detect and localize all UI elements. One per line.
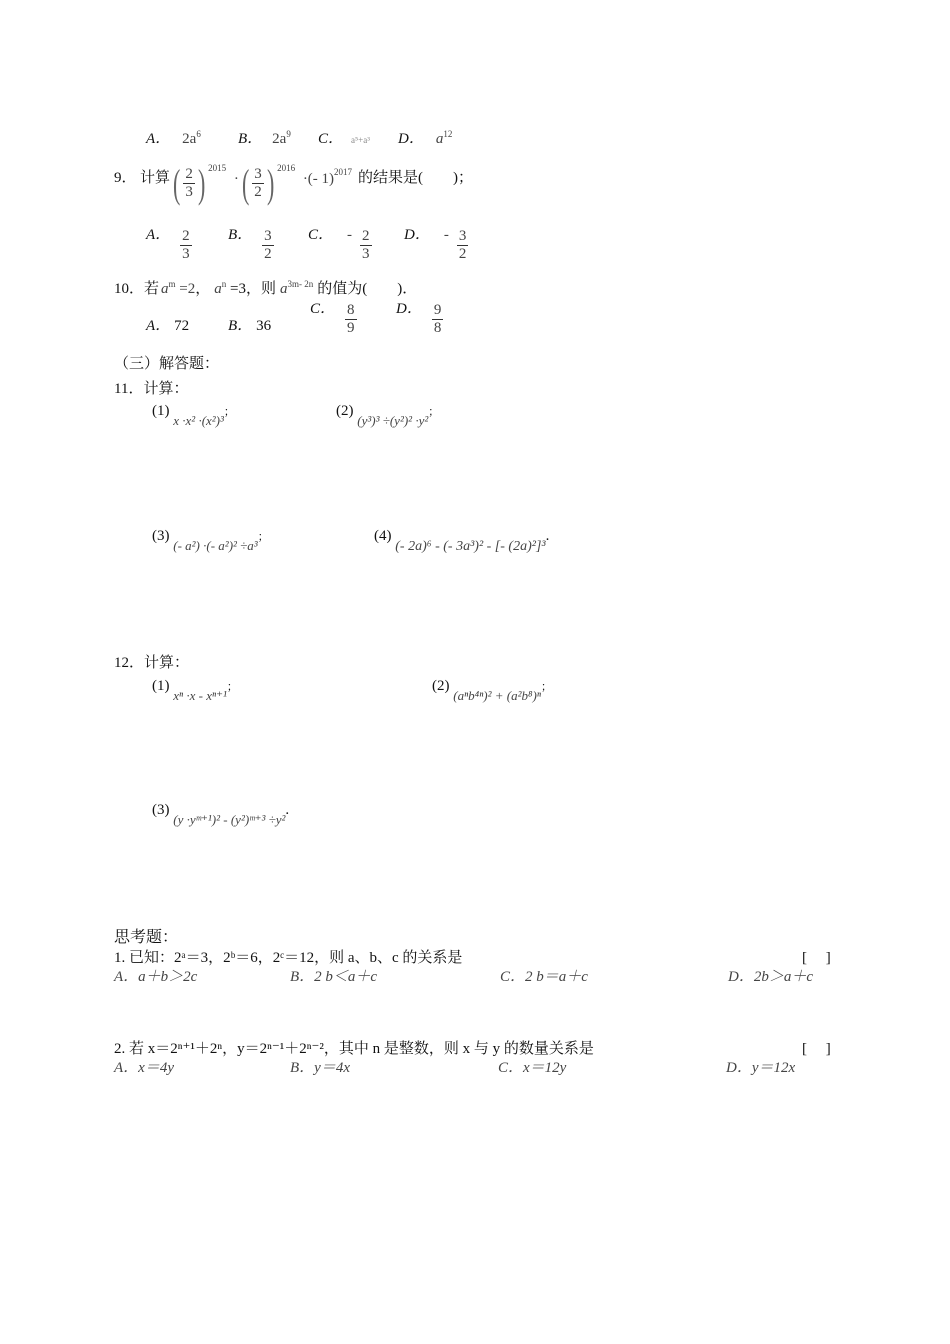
q9-option-d-frac: $\frac{3}{2}$ <box>458 228 467 263</box>
q10-expr-exp: 3m- 2n <box>287 279 314 289</box>
q8-option-b: 2a <box>272 131 287 147</box>
q12-part-3 <box>152 802 290 827</box>
q10-option-a <box>146 314 189 335</box>
q9-option-a-frac: $\frac{2}{3}$ <box>182 228 190 263</box>
q12-p3-expr: (y ·yᵐ⁺¹)² - (y²)ᵐ⁺³ ÷y² <box>173 812 286 827</box>
q12-p1-label: (1) <box>152 678 170 694</box>
q9-number: 9． <box>114 170 137 186</box>
q11-part-3 <box>152 528 269 553</box>
think-2-option-d: D．y＝12x <box>726 1060 796 1076</box>
q8-option-d-label: D． <box>398 131 424 147</box>
q8-option-b-label: B． <box>238 131 263 147</box>
q11-p2-semi: ； <box>428 406 440 418</box>
q11-p3-semi: ； <box>257 531 269 543</box>
q9-tail: ·(- 1) <box>302 170 335 187</box>
q10-cond2-exp: n <box>221 279 227 289</box>
q9-exp-2: 2016 <box>277 162 296 173</box>
q8-option-a-label: A． <box>146 131 171 147</box>
q8-option-d: a <box>435 131 444 147</box>
think-title: 思考题： <box>114 929 179 946</box>
q12-p2-label: (2) <box>432 678 450 694</box>
q8-option-b-wrap <box>238 127 291 148</box>
q10-option-d-frac: $\frac{9}{8}$ <box>433 302 442 337</box>
think-1-option-d: D．2b＞a＋c <box>728 969 813 985</box>
q12-number: 12． <box>114 655 145 671</box>
q8-option-c-label: C． <box>318 131 344 147</box>
q10-option-c <box>310 302 357 338</box>
q10-option-c-label: C． <box>310 301 336 318</box>
q9-dot: · <box>233 170 239 187</box>
q10-cond2-val: =3，则 <box>226 281 276 297</box>
q10-option-b <box>228 314 271 335</box>
think-2-option-b: B．y＝4x <box>290 1060 350 1076</box>
q9-option-c-label: C． <box>308 227 334 244</box>
think-2-option-c: C．x＝12y <box>498 1060 567 1076</box>
q11-heading <box>114 377 188 398</box>
q11-p1-semi: ； <box>223 406 235 418</box>
q9-option-b <box>228 228 274 264</box>
q9-option-a <box>146 228 192 264</box>
q10-cond1-val: =2 <box>175 281 196 297</box>
q9-fraction-2: $\frac{3}{2}$ <box>254 165 262 200</box>
q9-exp-1: 2015 <box>208 162 227 173</box>
q11-p2-label: (2) <box>336 403 354 419</box>
q9-option-d-sign: - <box>443 227 449 244</box>
q12-part-1 <box>152 678 238 703</box>
q12-heading <box>114 651 189 672</box>
q12-p2-expr: (aⁿb⁴ⁿ)² + (a²b⁸)ⁿ <box>453 688 541 703</box>
q10-option-a-val: 72 <box>174 318 190 334</box>
think-1-stem: 1. 已知：2ᵃ＝3，2ᵇ＝6，2ᶜ＝12，则 a、b、c 的关系是 <box>114 950 463 966</box>
q11-p4-expr: (- 2a)⁶ - (- 3a³)² - [- (2a)²]³ <box>395 539 546 554</box>
q9-option-d <box>404 228 468 264</box>
q8-option-b-exp: 9 <box>286 129 291 139</box>
q10-suffix: 的值为( )． <box>317 281 418 297</box>
q8-options <box>146 127 201 148</box>
q10-option-d <box>396 302 443 338</box>
q9-option-c-sign: - <box>347 227 353 244</box>
q12-p3-period: . <box>285 802 290 818</box>
q10-option-b-label: B． <box>228 318 253 334</box>
q10-number: 10． <box>114 281 145 297</box>
q11-p4-period: . <box>545 528 550 544</box>
q11-title: 计算： <box>143 381 189 397</box>
q11-p3-expr: (- a²) ·(- a²)² ÷a³ <box>173 538 258 553</box>
q10-cond1: a <box>161 281 169 297</box>
q9-option-a-label: A． <box>146 227 171 244</box>
q10-sep: ， <box>195 281 211 297</box>
q10-option-b-val: 36 <box>256 318 272 334</box>
q8-option-d-wrap <box>398 127 452 148</box>
q11-part-1 <box>152 403 235 428</box>
q10-cond2: a <box>214 281 222 297</box>
q11-number: 11． <box>114 381 144 397</box>
q8-option-a: 2a <box>182 131 197 147</box>
q10-text: 若 <box>144 281 160 297</box>
q9-option-b-frac: $\frac{3}{2}$ <box>264 228 272 263</box>
q9-prefix: 计算 <box>140 170 171 186</box>
think-1-option-a: A．a＋b＞2c <box>114 969 198 985</box>
q12-p1-expr: xⁿ ·x - xⁿ⁺¹ <box>173 688 227 703</box>
q9-option-c <box>308 228 372 264</box>
q10-stem <box>114 277 417 298</box>
q9-suffix: 的结果是( )； <box>358 170 473 186</box>
q12-p3-label: (3) <box>152 802 170 818</box>
q11-p2-expr: (y³)³ ÷(y²)² ·y² <box>357 413 429 428</box>
q12-part-2 <box>432 678 552 703</box>
q10-cond1-exp: m <box>168 279 176 289</box>
q9-option-d-label: D． <box>404 227 430 244</box>
q9-expression: ( $\frac{2}{3}$ ) $^{2015}$ ·( $\frac{3}{2}$ ) $^{2016}$ ·(- 1)$^{2017}$ <box>172 161 353 206</box>
q12-p2-semi: ； <box>540 681 552 693</box>
q8-option-c-wrap <box>318 127 370 148</box>
section-3-title: （三）解答题： <box>114 356 220 372</box>
q10-expr: a <box>280 281 288 297</box>
think-2-stem: 2. 若 x＝2ⁿ⁺¹＋2ⁿ，y＝2ⁿ⁻¹＋2ⁿ⁻²，其中 n 是整数，则 x 与 y 的数量关系是 <box>114 1041 594 1057</box>
q8-option-a-exp: 6 <box>196 129 201 139</box>
q9-fraction-1: $\frac{2}{3}$ <box>185 165 193 200</box>
q11-p3-label: (3) <box>152 528 170 544</box>
q11-p1-label: (1) <box>152 403 170 419</box>
q9-exp-3: 2017 <box>334 166 353 177</box>
q10-option-a-label: A． <box>146 318 171 334</box>
think-2-option-a: A．x＝4y <box>114 1060 174 1076</box>
q9-option-c-frac: $\frac{2}{3}$ <box>362 228 370 263</box>
q12-title: 计算： <box>144 655 190 671</box>
think-1-option-b: B．2 b＜a＋c <box>290 969 378 985</box>
think-2-bracket: [ ] <box>802 1041 831 1057</box>
q9-option-b-label: B． <box>228 227 253 244</box>
q11-p1-expr: x ·x² ·(x²)³ <box>173 413 224 428</box>
q8-option-d-exp: 12 <box>443 129 453 139</box>
q10-option-d-label: D． <box>396 301 422 318</box>
think-1-bracket: [ ] <box>802 950 831 966</box>
q11-part-2 <box>336 403 440 428</box>
q8-option-c: a⁵+a³ <box>351 135 370 145</box>
q10-option-c-frac: $\frac{8}{9}$ <box>347 302 355 337</box>
think-1-option-c: C．2 b＝a＋c <box>500 969 588 985</box>
q11-part-4 <box>374 528 550 554</box>
q11-p4-label: (4) <box>374 528 392 544</box>
q12-p1-semi: ； <box>226 681 238 693</box>
